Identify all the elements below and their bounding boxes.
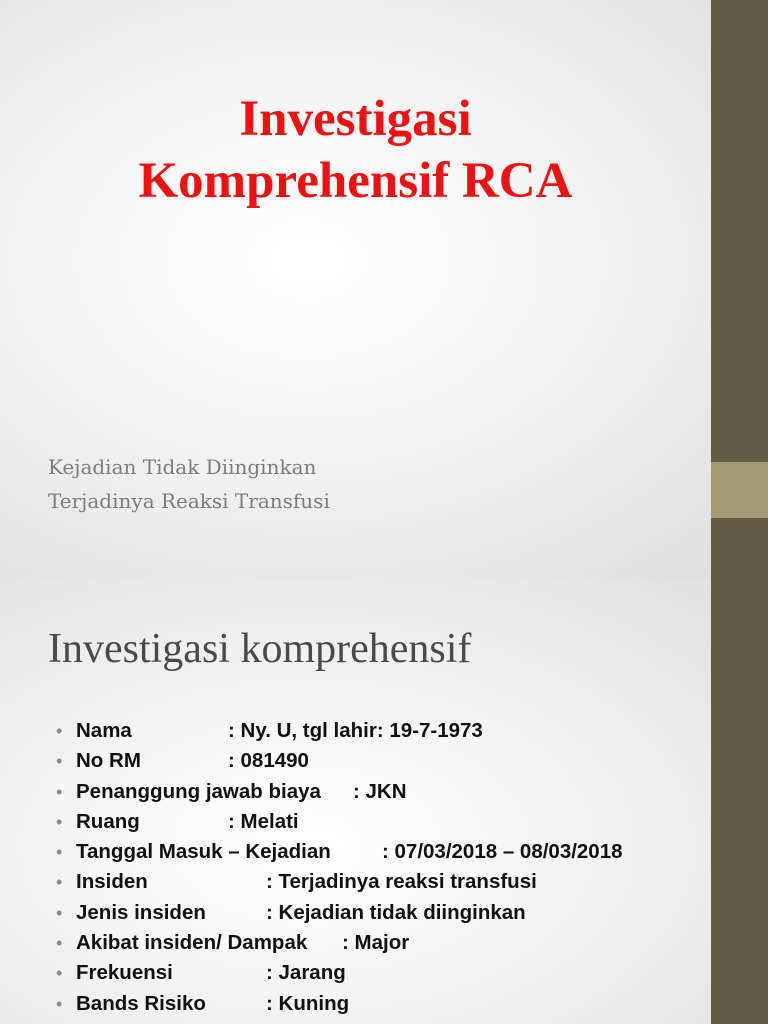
item-label: Penanggung jawab biaya [76,779,321,803]
subtitle-line-2: Terjadinya Reaksi Transfusi [48,489,330,513]
sidebar-accent-band [711,462,768,518]
sidebar-band-bottom [711,518,768,1024]
item-label: Ruang [76,809,140,833]
item-label: Insiden [76,870,148,894]
slide-subtitle [48,450,330,518]
item-value: : 081490 [228,749,309,773]
item-value: : Melati [228,809,299,833]
item-value: : Kejadian tidak diinginkan [266,900,526,924]
item-label: Nama [76,719,132,742]
bullet-icon: • [56,781,63,802]
sidebar-band-top [711,0,768,462]
slide-title [0,88,711,212]
section-heading: Investigasi komprehensif [48,626,472,672]
item-value: : Kuning [266,991,350,1015]
title-line-1: Investigasi [239,91,472,147]
bullet-icon: • [56,721,63,741]
item-label: Akibat insiden/ Dampak [76,931,308,955]
subtitle-line-1: Kejadian Tidak Diinginkan [48,455,317,479]
bullet-icon: • [56,872,63,893]
item-label: Tanggal Masuk – Kejadian [76,840,331,864]
item-value: : Terjadinya reaksi transfusi [266,870,537,894]
title-line-2: Komprehensif RCA [138,153,573,209]
item-label: Jenis insiden [76,900,206,924]
item-value: : Jarang [266,961,346,985]
item-label: Frekuensi [76,961,173,985]
bullet-icon: • [56,842,63,863]
bullet-icon: • [56,933,63,954]
item-label: Bands Risiko [76,991,206,1015]
item-label: No RM [76,749,141,773]
bullet-icon: • [56,811,63,832]
item-value: : 07/03/2018 – 08/03/2018 [382,840,623,864]
bullet-icon: • [56,963,63,984]
bullet-icon: • [56,993,63,1014]
bullet-icon: • [56,902,63,923]
item-value: : Major [342,931,410,955]
item-value: : JKN [353,779,407,803]
bullet-icon: • [56,751,63,772]
item-value: : Ny. U, tgl lahir: 19-7-1973 [228,719,483,742]
